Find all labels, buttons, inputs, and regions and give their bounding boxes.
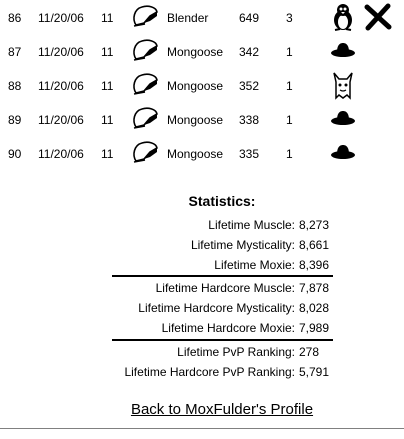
fedora-icon — [328, 138, 358, 168]
ascension-level: 11 — [101, 11, 114, 25]
stat-label-hardcore-muscle: Lifetime Hardcore Muscle: — [155, 281, 295, 295]
stat-label-hardcore-mysticality: Lifetime Hardcore Mysticality: — [138, 301, 295, 315]
stat-value-hardcore-moxie: 7,989 — [299, 321, 330, 335]
turn-count: 649 — [239, 11, 260, 25]
table-row — [0, 136, 404, 170]
chef-hat-icon — [130, 3, 160, 29]
turn-count: 335 — [239, 147, 260, 161]
fedora-icon — [328, 36, 358, 66]
ascension-level: 11 — [101, 147, 114, 161]
class-name: Mongoose — [167, 147, 224, 161]
class-name: Mongoose — [167, 79, 224, 93]
table-row — [0, 0, 404, 34]
fedora-icon — [328, 104, 358, 134]
ascension-date: 11/20/06 — [38, 79, 84, 93]
divider — [112, 275, 333, 277]
stat-value-lifetime-mysticality: 8,661 — [299, 238, 330, 252]
day-count: 1 — [286, 45, 293, 59]
stat-label-hardcore-pvp-ranking: Lifetime Hardcore PvP Ranking: — [124, 365, 295, 379]
table-row — [0, 68, 404, 102]
divider — [112, 339, 333, 341]
ascension-history-table — [0, 0, 404, 170]
ascension-level: 11 — [101, 113, 114, 127]
class-name: Blender — [167, 11, 209, 25]
statistics-title: Statistics: — [188, 193, 256, 209]
stat-label-lifetime-muscle: Lifetime Muscle: — [208, 218, 295, 232]
turn-count: 352 — [239, 79, 260, 93]
penguin-icon — [328, 2, 358, 32]
ascension-level: 11 — [101, 79, 114, 93]
ascension-date: 11/20/06 — [38, 147, 84, 161]
ascension-number: 86 — [8, 11, 22, 25]
stat-value-lifetime-muscle: 8,273 — [299, 218, 330, 232]
chef-hat-icon — [130, 139, 160, 165]
turn-count: 342 — [239, 45, 260, 59]
x-mark-icon — [364, 3, 392, 31]
stat-label-hardcore-moxie: Lifetime Hardcore Moxie: — [161, 321, 295, 335]
ascension-date: 11/20/06 — [38, 113, 84, 127]
stat-value-hardcore-mysticality: 8,028 — [299, 301, 330, 315]
ascension-date: 11/20/06 — [38, 45, 84, 59]
stat-value-hardcore-pvp-ranking: 5,791 — [299, 365, 330, 379]
class-name: Mongoose — [167, 45, 224, 59]
stat-label-lifetime-moxie: Lifetime Moxie: — [214, 258, 295, 272]
table-row — [0, 102, 404, 136]
stat-value-hardcore-muscle: 7,878 — [299, 281, 330, 295]
ascension-number: 88 — [8, 79, 22, 93]
turn-count: 338 — [239, 113, 260, 127]
day-count: 1 — [286, 147, 293, 161]
ascension-number: 89 — [8, 113, 22, 127]
ghost-creature-icon — [328, 70, 358, 100]
day-count: 1 — [286, 113, 293, 127]
back-to-profile-link[interactable]: Back to MoxFulder's Profile — [130, 401, 314, 418]
bottom-divider — [0, 428, 404, 429]
stat-label-pvp-ranking: Lifetime PvP Ranking: — [177, 345, 295, 359]
ascension-number: 87 — [8, 45, 22, 59]
ascension-date: 11/20/06 — [38, 11, 84, 25]
class-name: Mongoose — [167, 113, 224, 127]
stat-value-lifetime-moxie: 8,396 — [299, 258, 330, 272]
chef-hat-icon — [130, 105, 160, 131]
stat-value-pvp-ranking: 278 — [299, 345, 320, 359]
ascension-number: 90 — [8, 147, 22, 161]
chef-hat-icon — [130, 71, 160, 97]
day-count: 3 — [286, 11, 293, 25]
stat-label-lifetime-mysticality: Lifetime Mysticality: — [190, 238, 295, 252]
chef-hat-icon — [130, 37, 160, 63]
ascension-level: 11 — [101, 45, 114, 59]
table-row — [0, 34, 404, 68]
day-count: 1 — [286, 79, 293, 93]
